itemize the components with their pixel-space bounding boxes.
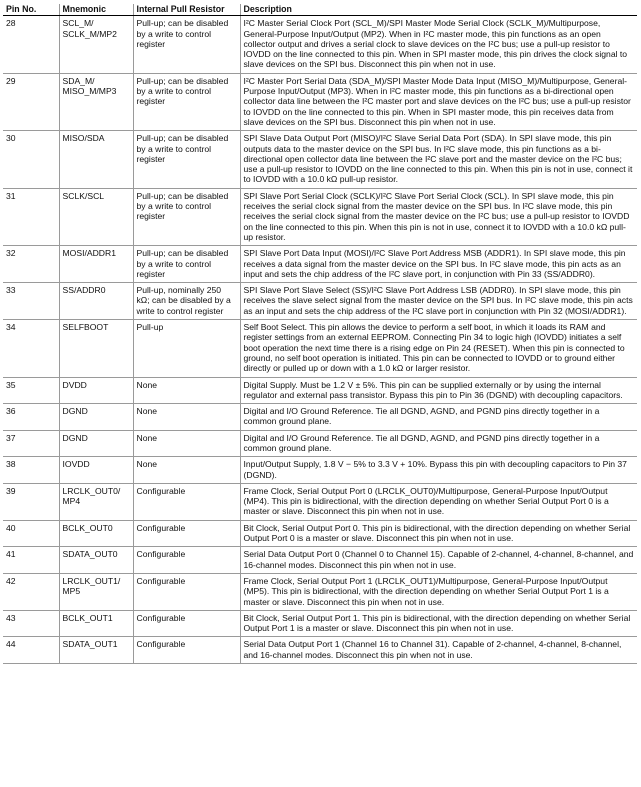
- description-cell: SPI Slave Port Serial Clock (SCLK)/I²C Slave Port Serial Clock (SCL). In SPI slave mode, this pin receives the serial clock signal from the master device on the SPI bus. In I²C slave mode, this pin receives the serial clock signal from the master device on the I²C bus; use a pull-up resistor to IOVDD on the line connected to this pin. When this pin is not in use, connect it to IOVDD with a 10.0 kΩ pull-up resistor.: [240, 188, 637, 245]
- description-cell: Frame Clock, Serial Output Port 0 (LRCLK_OUT0)/Multipurpose, General-Purpose Input/Output (MP4). This pin is bidirectional, with the direction depending on whether Serial Output Port 0 is a master or slave. Disconnect this pin when not in use.: [240, 483, 637, 520]
- mnemonic-cell: SS/ADDR0: [59, 283, 133, 320]
- pull-resistor-cell: Pull-up; can be disabled by a write to control register: [133, 188, 240, 245]
- mnemonic-cell: SDATA_OUT1: [59, 637, 133, 664]
- pull-resistor-cell: Configurable: [133, 520, 240, 547]
- table-row: [3, 457, 637, 484]
- pin-number-cell: 38: [3, 457, 59, 484]
- mnemonic-cell: DGND: [59, 404, 133, 431]
- pull-resistor-cell: Pull-up; can be disabled by a write to control register: [133, 246, 240, 283]
- pin-function-table: [3, 4, 637, 664]
- pull-resistor-cell: Configurable: [133, 483, 240, 520]
- pull-resistor-cell: Pull-up; can be disabled by a write to control register: [133, 16, 240, 73]
- mnemonic-cell: SCLK/SCL: [59, 188, 133, 245]
- pin-number-cell: 36: [3, 404, 59, 431]
- description-cell: Serial Data Output Port 1 (Channel 16 to Channel 31). Capable of 2-channel, 4-channel, 8-channel, and 16-channel modes. Disconnect this pin when not in use.: [240, 637, 637, 664]
- pin-number-cell: 31: [3, 188, 59, 245]
- table-row: [3, 16, 637, 73]
- mnemonic-cell: BCLK_OUT0: [59, 520, 133, 547]
- description-cell: Input/Output Supply, 1.8 V − 5% to 3.3 V + 10%. Bypass this pin with decoupling capacitors to Pin 37 (DGND).: [240, 457, 637, 484]
- pull-resistor-cell: None: [133, 457, 240, 484]
- pin-number-cell: 44: [3, 637, 59, 664]
- pin-number-cell: 32: [3, 246, 59, 283]
- pull-resistor-cell: Pull-up: [133, 320, 240, 377]
- table-row: [3, 188, 637, 245]
- mnemonic-cell: DGND: [59, 430, 133, 457]
- table-row: [3, 131, 637, 188]
- pull-resistor-cell: Configurable: [133, 637, 240, 664]
- pin-number-cell: 33: [3, 283, 59, 320]
- pin-number-cell: 42: [3, 573, 59, 610]
- mnemonic-cell: SDATA_OUT0: [59, 547, 133, 574]
- pull-resistor-cell: Configurable: [133, 547, 240, 574]
- pin-number-cell: 30: [3, 131, 59, 188]
- pull-resistor-cell: Pull-up, nominally 250 kΩ; can be disabled by a write to control register: [133, 283, 240, 320]
- table-row: [3, 520, 637, 547]
- table-row: [3, 610, 637, 637]
- table-row: [3, 246, 637, 283]
- pull-resistor-cell: Configurable: [133, 610, 240, 637]
- description-cell: SPI Slave Port Slave Select (SS)/I²C Slave Port Address LSB (ADDR0). In SPI slave mode, this pin receives the slave select signal from the master device on the SPI bus. In I²C slave mode, this pin acts as an input and sets the chip address of the I²C slave port in conjunction with Pin 32 (MOSI/ADDR1).: [240, 283, 637, 320]
- table-header-row: [3, 4, 637, 16]
- mnemonic-cell: LRCLK_OUT1/ MP5: [59, 573, 133, 610]
- header-mnemonic: Mnemonic: [59, 4, 133, 16]
- description-cell: Bit Clock, Serial Output Port 0. This pin is bidirectional, with the direction depending on whether Serial Output Port 0 is a master or slave. Disconnect this pin when not in use.: [240, 520, 637, 547]
- description-cell: Bit Clock, Serial Output Port 1. This pin is bidirectional, with the direction depending on whether Serial Output Port 1 is a master or slave. Disconnect this pin when not in use.: [240, 610, 637, 637]
- pin-number-cell: 43: [3, 610, 59, 637]
- table-row: [3, 483, 637, 520]
- pull-resistor-cell: None: [133, 404, 240, 431]
- header-description: Description: [240, 4, 637, 16]
- description-cell: SPI Slave Port Data Input (MOSI)/I²C Slave Port Address MSB (ADDR1). In SPI slave mode, this pin receives a data signal from the master device on the SPI bus. In I²C slave mode, this pin acts as an input and sets the chip address of the I²C slave port, in conjunction with Pin 33 (SS/ADDR0).: [240, 246, 637, 283]
- mnemonic-cell: LRCLK_OUT0/ MP4: [59, 483, 133, 520]
- table-row: [3, 404, 637, 431]
- pull-resistor-cell: None: [133, 430, 240, 457]
- pull-resistor-cell: Configurable: [133, 573, 240, 610]
- mnemonic-cell: MISO/SDA: [59, 131, 133, 188]
- description-cell: Digital and I/O Ground Reference. Tie all DGND, AGND, and PGND pins directly together in a common ground plane.: [240, 404, 637, 431]
- description-cell: Self Boot Select. This pin allows the device to perform a self boot, in which it loads its RAM and register settings from an external EEPROM. Connecting Pin 34 to logic high (IOVDD) initiates a self boot operation the next time there is a rising edge on Pin 24 (RESET). When this pin is connected to ground, no self boot operation is initiated. This pin can be connected to IOVDD or to ground either directly or pulled up or down with a 1.0 kΩ or larger resistor.: [240, 320, 637, 377]
- pin-number-cell: 34: [3, 320, 59, 377]
- pin-number-cell: 37: [3, 430, 59, 457]
- mnemonic-cell: SCL_M/ SCLK_M/MP2: [59, 16, 133, 73]
- mnemonic-cell: IOVDD: [59, 457, 133, 484]
- mnemonic-cell: DVDD: [59, 377, 133, 404]
- pin-number-cell: 29: [3, 73, 59, 130]
- table-row: [3, 320, 637, 377]
- table-row: [3, 283, 637, 320]
- pull-resistor-cell: None: [133, 377, 240, 404]
- pin-number-cell: 41: [3, 547, 59, 574]
- description-cell: Serial Data Output Port 0 (Channel 0 to Channel 15). Capable of 2-channel, 4-channel, 8-channel, and 16-channel modes. Disconnect this pin when not in use.: [240, 547, 637, 574]
- table-row: [3, 637, 637, 664]
- table-row: [3, 430, 637, 457]
- table-row: [3, 377, 637, 404]
- pin-number-cell: 40: [3, 520, 59, 547]
- table-body: [3, 16, 637, 664]
- table-row: [3, 73, 637, 130]
- description-cell: Digital Supply. Must be 1.2 V ± 5%. This pin can be supplied externally or by using the internal regulator and external pass transistor. Bypass this pin to Pin 36 (DGND) with decoupling capacitors.: [240, 377, 637, 404]
- table-row: [3, 573, 637, 610]
- description-cell: Frame Clock, Serial Output Port 1 (LRCLK_OUT1)/Multipurpose, General-Purpose Input/Output (MP5). This pin is bidirectional, with the direction depending on whether Serial Output Port 1 is a master or slave. Disconnect this pin when not in use.: [240, 573, 637, 610]
- description-cell: I²C Master Serial Clock Port (SCL_M)/SPI Master Mode Serial Clock (SCLK_M)/Multipurpose, General-Purpose Input/Output (MP2). When in I²C master mode, this pin functions as an open collector output and drives a serial clock to slave devices on the I²C bus; use a pull-up resistor to IOVDD on the line connected to this pin. When in SPI master mode, this pin drives the clock signal to slave devices on the SPI bus. Disconnect this pin when not in use.: [240, 16, 637, 73]
- header-internal-pull-resistor: Internal Pull Resistor: [133, 4, 240, 16]
- mnemonic-cell: SDA_M/ MISO_M/MP3: [59, 73, 133, 130]
- mnemonic-cell: BCLK_OUT1: [59, 610, 133, 637]
- pull-resistor-cell: Pull-up; can be disabled by a write to control register: [133, 131, 240, 188]
- pin-number-cell: 39: [3, 483, 59, 520]
- pull-resistor-cell: Pull-up; can be disabled by a write to control register: [133, 73, 240, 130]
- pin-number-cell: 28: [3, 16, 59, 73]
- mnemonic-cell: MOSI/ADDR1: [59, 246, 133, 283]
- pin-number-cell: 35: [3, 377, 59, 404]
- description-cell: Digital and I/O Ground Reference. Tie all DGND, AGND, and PGND pins directly together in a common ground plane.: [240, 430, 637, 457]
- description-cell: I²C Master Port Serial Data (SDA_M)/SPI Master Mode Data Input (MISO_M)/Multipurpose, General-Purpose Input/Output (MP3). When in I²C master mode, this pin functions as a bi-directional open collector data line between the I²C master port and slave devices on the I²C bus; use a pull-up resistor to IOVDD on the line connected to this pin. When in SPI master mode, this pin receives data from slave devices on the SPI bus. Disconnect this pin when not in use.: [240, 73, 637, 130]
- header-pin-no: Pin No.: [3, 4, 59, 16]
- table-row: [3, 547, 637, 574]
- description-cell: SPI Slave Data Output Port (MISO)/I²C Slave Serial Data Port (SDA). In SPI slave mode, this pin outputs data to the master device on the SPI bus. In I²C slave mode, this pin functions as a bi-directional open collector data line between the I²C slave port and the master device on the I²C bus; use a pull-up resistor to IOVDD on the line connected to this pin. When this pin is not in use, connect it to IOVDD with a 10.0 kΩ pull-up resistor.: [240, 131, 637, 188]
- mnemonic-cell: SELFBOOT: [59, 320, 133, 377]
